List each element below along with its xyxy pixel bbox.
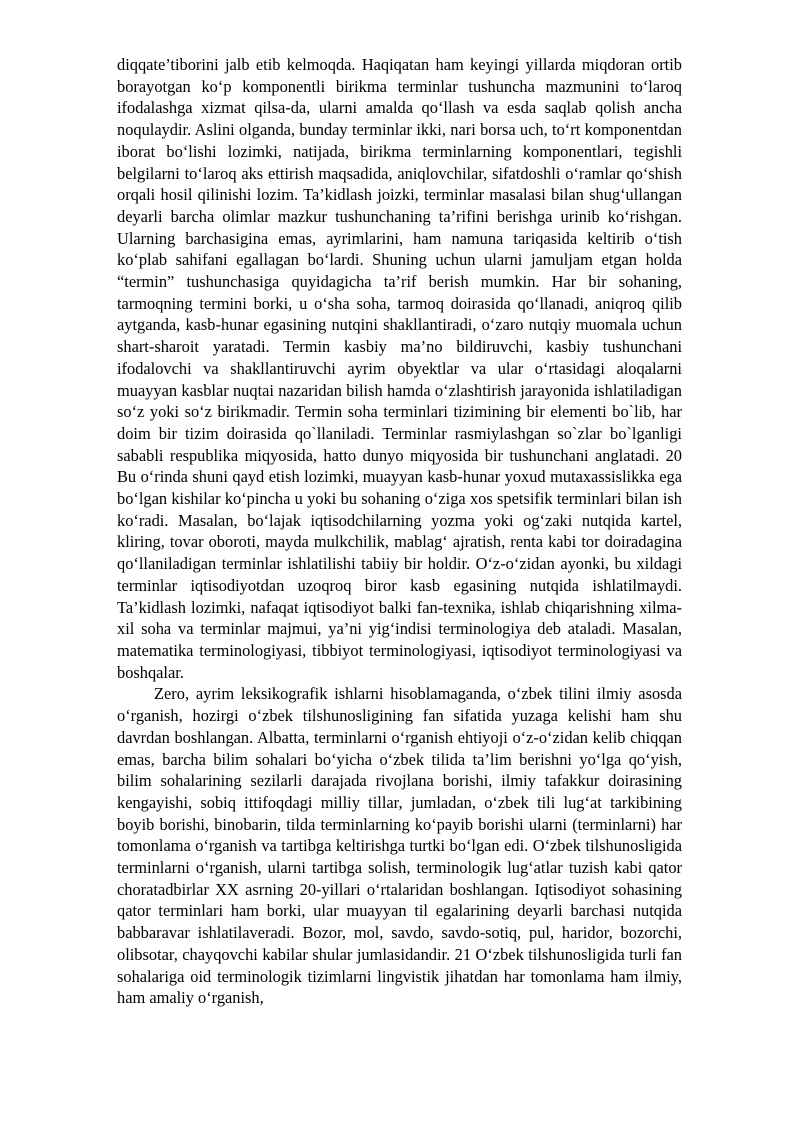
document-page bbox=[117, 54, 682, 1009]
body-paragraph-1: diqqate’tiborini jalb etib kelmoqda. Haqiqatan ham keyingi yillarda miqdoran ortib borayotgan ko‘p komponentli birikma terminlar tushuncha mazmunini to‘laroq ifodalashga xizmat qilsa-da, ularni amalda qo‘llash va esda saqlab qolish ancha noqulaydir. Aslini olganda, bunday terminlar ikki, nari borsa uch, to‘rt komponentdan iborat bo‘lishi lozimki, natijada, birikma terminlarning komponentlari, tegishli belgilarni to‘laroq aks ettirish maqsadida, aniqlovchilar, sifatdoshli o‘ramlar qo‘shish orqali hosil qilinishi lozim. Ta’kidlash joizki, terminlar masalasi bilan shug‘ullangan deyarli barcha olimlar mazkur tushunchaning ta’rifini berishga urinib ko‘rishgan. Ularning barchasigina emas, ayrimlarini, ham namuna tariqasida keltirib o‘tish ko‘plab sahifani egallagan bo‘lardi. Shuning uchun ularni jamuljam etgan holda “termin” tushunchasiga quyidagicha ta’rif berish mumkin. Har bir sohaning, tarmoqning termini borki, u o‘sha soha, tarmoq doirasida qo‘llanadi, aniqroq qilib aytganda, kasb-hunar egasining nutqini shakllantiradi, o‘zaro nutqiy muomala uchun shart-sharoit yaratadi. Termin kasbiy ma’no bildiruvchi, kasbiy tushunchani ifodalovchi va shakllantiruvchi ayrim obyektlar va ular o‘rtasidagi aloqalarni muayyan kasblar nuqtai nazaridan bilish hamda o‘zlashtirish jarayonida ishlatiladigan so‘z yoki so‘z birikmadir. Termin soha terminlari tizimining bir elementi bo`lib, har doim bir tizim doirasida qo`llaniladi. Terminlar rasmiylashgan so`zlar bo`lganligi sababli respublika miqyosida, hatto dunyo miqyosida bir tushunchani anglatadi. 20 Bu o‘rinda shuni qayd etish lozimki, muayyan kasb-hunar yoxud mutaxassislikka ega bo‘lgan kishilar ko‘pincha u yoki bu sohaning o‘ziga xos spetsifik terminlari bilan ish ko‘radi. Masalan, bo‘lajak iqtisodchilarning yozma yoki og‘zaki nutqida kartel, kliring, tovar oboroti, mayda mulkchilik, mablag‘ ajratish, renta kabi tor doiradagina qo‘llaniladigan terminlar ishlatilishi tabiiy bir holdir. O‘z-o‘zidan ayonki, bu xildagi terminlar iqtisodiyotdan uzoqroq biror kasb egasining nutqida ishlatilmaydi. Ta’kidlash lozimki, nafaqat iqtisodiyot balki fan-texnika, ishlab chiqarishning xilma-xil soha va terminlar majmui, ya’ni yig‘indisi terminologiya deb ataladi. Masalan, matematika terminologiyasi, tibbiyot terminologiyasi, iqtisodiyot terminologiyasi va boshqalar. bbox=[117, 55, 682, 682]
body-paragraph-2: Zero, ayrim leksikografik ishlarni hisoblamaganda, o‘zbek tilini ilmiy asosda o‘rganish, hozirgi o‘zbek tilshunosligining fan sifatida yuzaga kelishi ham shu davrdan boshlangan. Albatta, terminlarni o‘rganish ehtiyoji o‘z-o‘zidan kelib chiqqan emas, barcha bilim sohalari bo‘yicha o‘zbek tilida ta’lim berishni yo‘lga qo‘yish, bilim sohalarining sezilarli darajada rivojlana borishi, ilmiy tafakkur doirasining kengayishi, sobiq ittifoqdagi milliy tillar, jumladan, o‘zbek tili lug‘at tarkibining boyib borishi, binobarin, tilda terminlarning ko‘payib borishi ularni (terminlarni) har tomonlama o‘rganish va tartibga keltirishga turtki bo‘lgan edi. O‘zbek tilshunosligida terminlarni o‘rganish, ularni tartibga solish, terminologik lug‘atlar tuzish kabi qator choratadbirlar XX asrning 20-yillari o‘rtalaridan boshlangan. Iqtisodiyot sohasining qator terminlari ham borki, ular muayyan til egalarining deyarli barchasi nutqida babbaravar ishlatilaveradi. Bozor, mol, savdo, savdo-sotiq, pul, haridor, bozorchi, olibsotar, chayqovchi kabilar shular jumlasidandir. 21 O‘zbek tilshunosligida turli fan sohalariga oid terminologik tizimlarni lingvistik jihatdan har tomonlama ham ilmiy, ham amaliy o‘rganish, bbox=[117, 684, 682, 1008]
